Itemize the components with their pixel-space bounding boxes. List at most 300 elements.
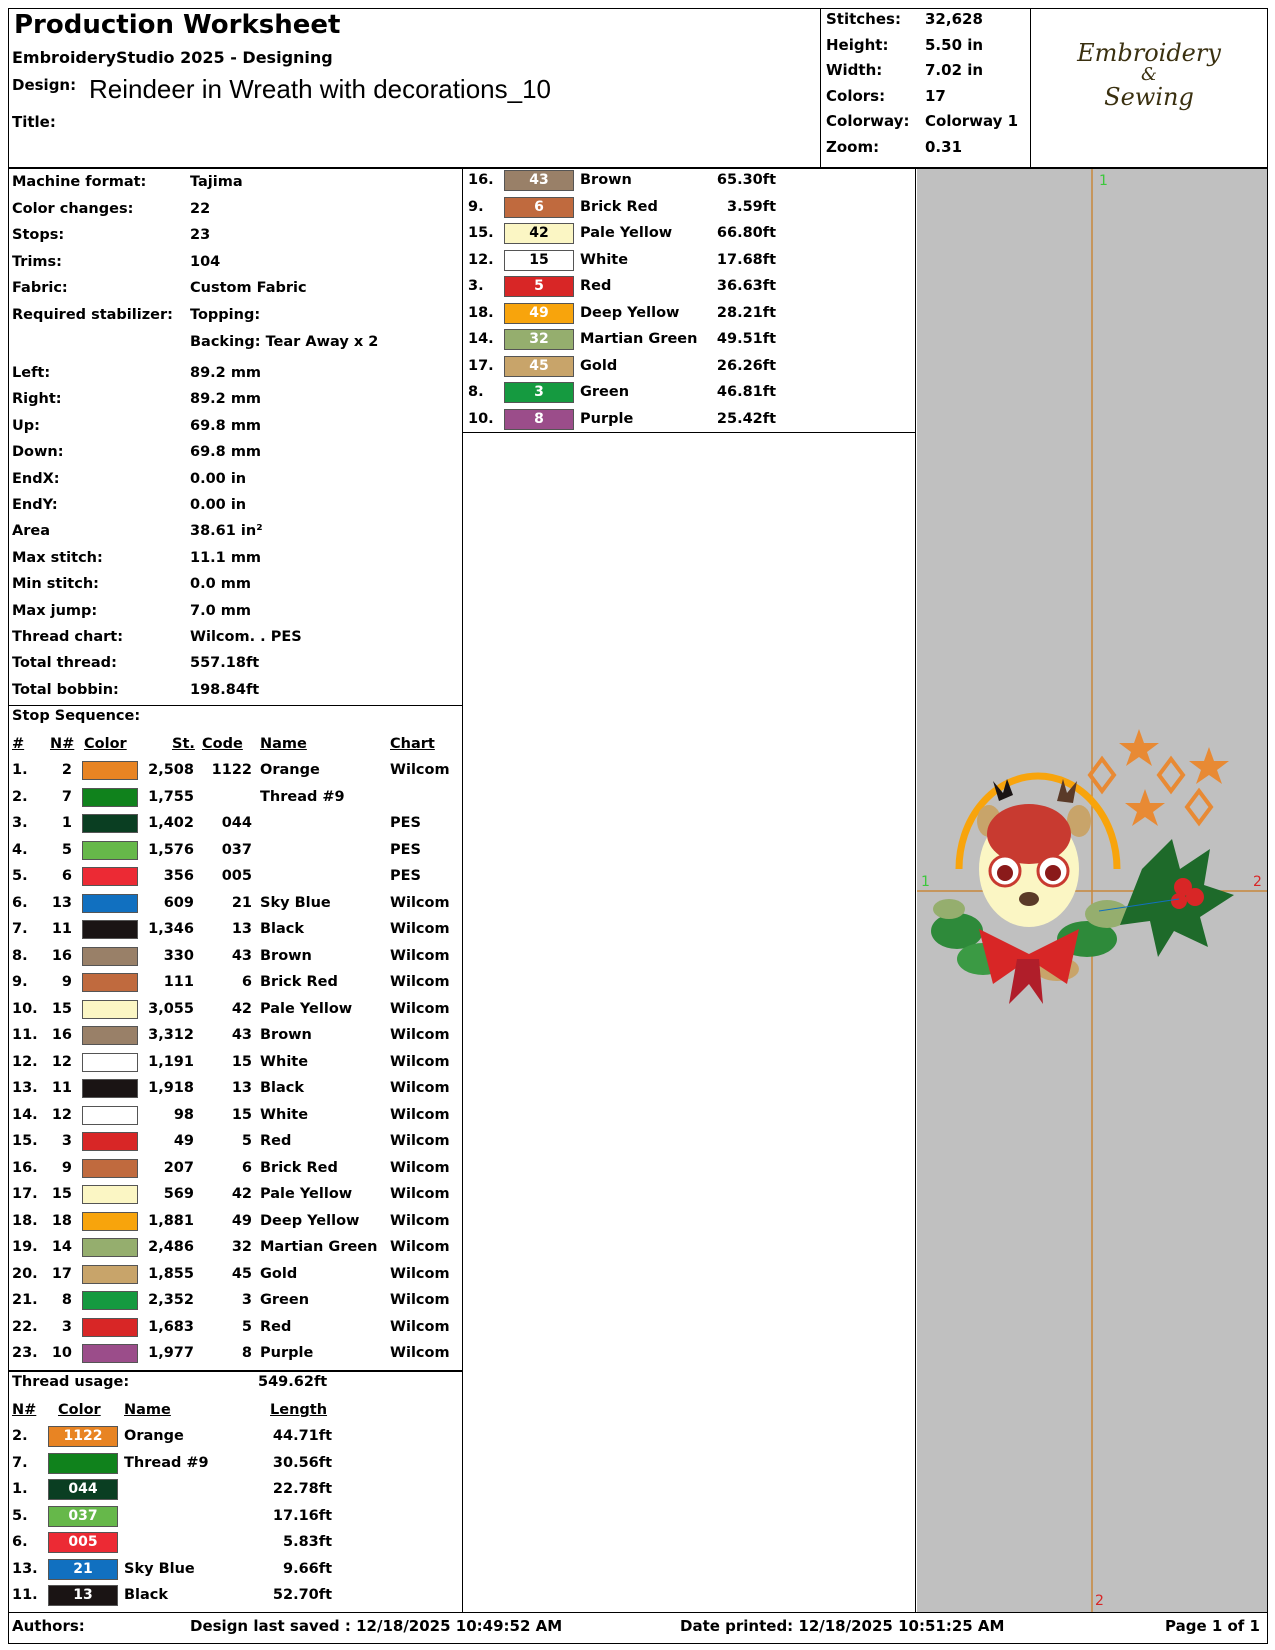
usage-thread-name: White xyxy=(580,251,629,268)
usage-thread-name: Thread #9 xyxy=(124,1454,209,1471)
usage-needle: 18. xyxy=(468,304,494,321)
usage-needle: 10. xyxy=(468,410,494,427)
stop-thread-name: Gold xyxy=(260,1265,298,1282)
logo-line-3: Sewing xyxy=(1104,83,1194,111)
stop-row xyxy=(0,785,462,809)
usage-row xyxy=(462,301,916,325)
stop-color-swatch xyxy=(82,947,138,966)
stop-num: 21. xyxy=(12,1292,38,1308)
stop-code: 13 xyxy=(231,1080,252,1096)
usage-color-swatch: 49 xyxy=(504,303,574,324)
stop-needle: 6 xyxy=(61,868,72,884)
usage-row xyxy=(462,248,916,272)
usage-length: 9.66ft xyxy=(282,1560,332,1577)
info-value: Custom Fabric xyxy=(190,280,307,297)
stat-label: Zoom: xyxy=(826,137,880,156)
preview-canvas xyxy=(917,169,1267,1612)
stat-value: 7.02 in xyxy=(925,61,984,79)
usage-length: 22.78ft xyxy=(272,1481,332,1497)
stop-color-swatch xyxy=(82,1212,138,1231)
stop-num: 3. xyxy=(12,815,28,831)
stat-value: 5.50 in xyxy=(925,35,984,54)
stop-needle: 15 xyxy=(51,1000,72,1017)
stop-num: 16. xyxy=(12,1159,38,1176)
stop-num: 11. xyxy=(12,1027,38,1043)
stat-label: Stitches: xyxy=(826,10,901,28)
usage-needle: 15. xyxy=(468,225,494,241)
stop-header-code: Code xyxy=(202,736,243,752)
stop-stitches: 1,881 xyxy=(148,1212,194,1229)
usage-header-n: N# xyxy=(12,1402,37,1418)
stop-code: 45 xyxy=(231,1265,252,1282)
usage-length: 36.63ft xyxy=(716,278,776,294)
stop-num: 1. xyxy=(12,762,28,778)
stop-num: 13. xyxy=(12,1080,38,1096)
info-label: Up: xyxy=(12,417,40,434)
stop-header-color: Color xyxy=(84,736,127,752)
stop-row xyxy=(0,997,462,1021)
stop-header-n: N# xyxy=(50,736,75,752)
stop-stitches: 1,576 xyxy=(148,841,194,858)
stop-chart: Wilcom xyxy=(390,894,450,911)
stop-chart: Wilcom xyxy=(390,974,450,990)
stop-stitches: 98 xyxy=(173,1106,194,1123)
info-label: Left: xyxy=(12,365,51,381)
info-label: Max jump: xyxy=(12,602,98,619)
stop-header-st: St. xyxy=(172,736,195,752)
stop-stitches: 569 xyxy=(163,1186,194,1202)
stop-num: 15. xyxy=(12,1133,38,1149)
info-value: 104 xyxy=(190,253,221,270)
stat-value: 0.31 xyxy=(925,137,963,156)
stop-stitches: 2,508 xyxy=(148,762,194,778)
usage-color-swatch: 044 xyxy=(48,1479,118,1500)
stop-needle: 2 xyxy=(61,762,72,778)
stop-row xyxy=(0,1182,462,1206)
footer-divider xyxy=(8,1612,1268,1613)
stop-chart: Wilcom xyxy=(390,1265,450,1282)
stop-row xyxy=(0,1262,462,1286)
usage-needle: 8. xyxy=(468,384,484,400)
usage-color-swatch: 3 xyxy=(504,382,574,403)
stop-needle: 1 xyxy=(61,815,72,831)
usage-needle: 16. xyxy=(468,172,494,188)
usage-row xyxy=(0,1477,462,1501)
usage-color-swatch: 6 xyxy=(504,197,574,218)
usage-color-swatch: 32 xyxy=(504,329,574,350)
usage-length: 52.70ft xyxy=(272,1587,332,1603)
stop-code xyxy=(200,785,252,809)
stop-color-swatch xyxy=(82,1344,138,1363)
app-subtitle: EmbroideryStudio 2025 - Designing xyxy=(12,48,333,67)
stop-code: 5 xyxy=(241,1318,252,1335)
stop-needle: 9 xyxy=(61,974,72,990)
info-label: Thread chart: xyxy=(12,629,123,645)
stop-needle: 12 xyxy=(51,1053,72,1070)
logo xyxy=(1032,40,1266,110)
stop-needle: 14 xyxy=(51,1239,72,1255)
usage-color-swatch: 13 xyxy=(48,1585,118,1606)
info-value: 69.8 mm xyxy=(190,444,262,461)
stat-label: Colors: xyxy=(826,86,886,105)
stop-chart: Wilcom xyxy=(390,1212,450,1229)
stop-stitches: 111 xyxy=(163,974,194,990)
stop-color-swatch xyxy=(82,1132,138,1151)
info-label: Min stitch: xyxy=(12,576,99,593)
stop-num: 19. xyxy=(12,1239,38,1255)
info-label: Stops: xyxy=(12,227,65,244)
stop-row xyxy=(0,1050,462,1074)
usage-needle: 11. xyxy=(12,1587,38,1603)
stop-stitches: 1,755 xyxy=(148,788,194,805)
info-value: 11.1 mm xyxy=(190,549,262,566)
usage-row xyxy=(462,380,916,404)
stop-stitches: 3,055 xyxy=(148,1000,194,1017)
stop-color-swatch xyxy=(82,1291,138,1310)
stop-code: 1122 xyxy=(211,762,252,778)
stop-chart: Wilcom xyxy=(390,1000,450,1017)
stop-needle: 15 xyxy=(51,1186,72,1202)
stop-color-swatch xyxy=(82,814,138,833)
stop-chart: PES xyxy=(390,841,421,858)
info-label: Trims: xyxy=(12,253,62,270)
marker-top: 1 xyxy=(1099,173,1108,189)
stop-num: 6. xyxy=(12,894,28,911)
info-value: 89.2 mm xyxy=(190,391,262,408)
stop-stitches: 2,486 xyxy=(148,1239,194,1255)
stop-color-swatch xyxy=(82,841,138,860)
stars xyxy=(1119,729,1229,826)
usage-length: 49.51ft xyxy=(716,331,776,347)
info-value: 38.61 in² xyxy=(190,523,263,540)
frame-bottom xyxy=(8,1643,1268,1644)
stop-thread-name: Black xyxy=(260,1080,305,1096)
stop-chart: Wilcom xyxy=(390,1318,450,1335)
page-title: Production Worksheet xyxy=(14,10,341,40)
info-bottom xyxy=(8,705,463,706)
usage-length: 3.59ft xyxy=(726,198,776,215)
stop-color-swatch xyxy=(82,1106,138,1125)
stop-color-swatch xyxy=(82,867,138,886)
stop-stitches: 1,977 xyxy=(148,1345,194,1361)
usage-thread-name: Pale Yellow xyxy=(580,225,673,241)
stop-thread-name: Brown xyxy=(260,1027,312,1043)
stop-stitches: 49 xyxy=(173,1133,194,1149)
info-value: 89.2 mm xyxy=(190,365,262,381)
info-label: Right: xyxy=(12,391,62,408)
stop-chart: Wilcom xyxy=(390,1133,450,1149)
stop-row xyxy=(0,1023,462,1047)
usage-needle: 12. xyxy=(468,251,494,268)
stop-num: 10. xyxy=(12,1000,38,1017)
stop-thread-name: Sky Blue xyxy=(260,894,331,911)
marker-left: 1 xyxy=(921,874,930,890)
stop-needle: 17 xyxy=(51,1265,72,1282)
stop-code: 15 xyxy=(231,1053,252,1070)
usage-thread-name: Green xyxy=(580,384,630,400)
footer-authors: Authors: xyxy=(12,1617,85,1635)
stop-needle: 18 xyxy=(51,1212,72,1229)
stop-stitches: 1,346 xyxy=(148,921,194,937)
stop-color-swatch xyxy=(82,1000,138,1019)
usage-color-swatch: 005 xyxy=(48,1532,118,1553)
usage-color-swatch: 037 xyxy=(48,1506,118,1527)
stop-color-swatch xyxy=(82,1265,138,1284)
info-value: Topping: xyxy=(190,307,261,323)
usage-length: 25.42ft xyxy=(716,410,776,427)
stop-row xyxy=(0,917,462,941)
stop-thread-name: Pale Yellow xyxy=(260,1000,353,1017)
design-name: Reindeer in Wreath with decorations_10 xyxy=(89,74,552,104)
stop-num: 18. xyxy=(12,1212,38,1229)
stop-row xyxy=(0,944,462,968)
stop-stitches: 1,402 xyxy=(148,815,194,831)
stop-code: 037 xyxy=(221,841,252,858)
stop-header-num: # xyxy=(12,736,25,752)
stop-code: 13 xyxy=(231,921,252,937)
stop-code: 32 xyxy=(231,1239,252,1255)
info-value: 0.00 in xyxy=(190,470,247,487)
usage-length: 46.81ft xyxy=(716,384,776,400)
stop-needle: 3 xyxy=(61,1133,72,1149)
frame-top xyxy=(8,8,1268,9)
usage-needle: 13. xyxy=(12,1560,38,1577)
info-value: 69.8 mm xyxy=(190,417,262,434)
usage-needle: 7. xyxy=(12,1454,28,1471)
marker-bottom: 2 xyxy=(1095,1593,1104,1609)
usage-row xyxy=(0,1557,462,1581)
logo-line-2: & xyxy=(1140,64,1158,85)
stop-header-chart: Chart xyxy=(390,736,435,752)
info-value: 22 xyxy=(190,200,211,217)
usage-needle: 5. xyxy=(12,1507,28,1524)
stop-needle: 16 xyxy=(51,947,72,964)
info-value: 23 xyxy=(190,227,211,244)
info-value: 198.84ft xyxy=(190,681,260,698)
usage-color-swatch xyxy=(48,1453,118,1474)
stop-thread-name: Red xyxy=(260,1133,292,1149)
info-value: 557.18ft xyxy=(190,655,260,672)
stop-code: 5 xyxy=(241,1133,252,1149)
info-label: Color changes: xyxy=(12,200,134,217)
stop-thread-name: Purple xyxy=(260,1345,314,1361)
stop-row xyxy=(0,1341,462,1365)
usage-thread-name: Black xyxy=(124,1587,169,1603)
stop-thread-name: Brick Red xyxy=(260,974,338,990)
stop-code: 8 xyxy=(241,1345,252,1361)
info-label: EndY: xyxy=(12,497,58,513)
usage-row xyxy=(462,195,916,219)
usage-thread-name: Gold xyxy=(580,357,618,374)
stop-thread-name: Thread #9 xyxy=(260,788,345,805)
usage-row xyxy=(462,327,916,351)
stop-thread-name: White xyxy=(260,1106,309,1123)
stop-code: 005 xyxy=(221,868,252,884)
stop-needle: 10 xyxy=(51,1345,72,1361)
usage-row xyxy=(462,354,916,378)
marker-right: 2 xyxy=(1253,874,1262,890)
usage-header-length: Length xyxy=(270,1402,328,1418)
stop-chart: Wilcom xyxy=(390,1345,450,1361)
stop-needle: 11 xyxy=(51,921,72,937)
stop-num: 4. xyxy=(12,841,28,858)
stop-needle: 9 xyxy=(61,1159,72,1176)
usage-thread-name: Red xyxy=(580,278,612,294)
stop-needle: 8 xyxy=(61,1292,72,1308)
usage-length: 65.30ft xyxy=(716,172,776,188)
stop-needle: 13 xyxy=(51,894,72,911)
stop-num: 9. xyxy=(12,974,28,990)
stop-chart: Wilcom xyxy=(390,762,450,778)
stop-num: 2. xyxy=(12,788,28,805)
stop-num: 22. xyxy=(12,1318,38,1335)
stop-color-swatch xyxy=(82,1318,138,1337)
stop-chart: PES xyxy=(390,868,421,884)
stop-row xyxy=(0,1156,462,1180)
usage-color-swatch: 43 xyxy=(504,170,574,191)
usage-row xyxy=(0,1424,462,1448)
info-label: Total thread: xyxy=(12,655,117,672)
stop-row xyxy=(0,1235,462,1259)
stop-chart: Wilcom xyxy=(390,1239,450,1255)
usage-row xyxy=(462,168,916,192)
info-value: Backing: Tear Away x 2 xyxy=(190,333,379,350)
stop-num: 8. xyxy=(12,947,28,964)
usage-thread-name: Brown xyxy=(580,172,632,188)
info-label: Fabric: xyxy=(12,280,68,297)
usage-needle: 1. xyxy=(12,1481,28,1497)
stop-needle: 11 xyxy=(51,1080,72,1096)
stop-thread-name: White xyxy=(260,1053,309,1070)
stop-color-swatch xyxy=(82,1053,138,1072)
usage-needle: 9. xyxy=(468,198,484,215)
stat-label: Colorway: xyxy=(826,112,910,130)
stop-color-swatch xyxy=(82,973,138,992)
stop-num: 17. xyxy=(12,1186,38,1202)
info-value: 7.0 mm xyxy=(190,602,251,619)
usage-row xyxy=(462,407,916,431)
usage-thread-name: Martian Green xyxy=(580,331,698,347)
stop-chart: Wilcom xyxy=(390,1027,450,1043)
stop-thread-name: Green xyxy=(260,1292,310,1308)
usage-row xyxy=(462,274,916,298)
stop-row xyxy=(0,1315,462,1339)
stat-value: 32,628 xyxy=(925,10,983,28)
stop-color-swatch xyxy=(82,1185,138,1204)
stop-color-swatch xyxy=(82,1079,138,1098)
stop-stitches: 2,352 xyxy=(148,1292,194,1308)
usage-header-name: Name xyxy=(124,1402,171,1418)
info-label: Max stitch: xyxy=(12,549,103,566)
stop-chart: Wilcom xyxy=(390,1292,450,1308)
stop-thread-name: Brick Red xyxy=(260,1159,338,1176)
usage-color-swatch: 21 xyxy=(48,1559,118,1580)
usage-length: 26.26ft xyxy=(716,357,776,374)
stop-chart: Wilcom xyxy=(390,1080,450,1096)
frame-right xyxy=(1267,8,1268,1644)
usage-needle: 2. xyxy=(12,1428,28,1444)
stat-value: Colorway 1 xyxy=(925,112,1019,130)
stop-thread-name: Orange xyxy=(260,762,320,778)
stop-chart: Wilcom xyxy=(390,921,450,937)
stop-row xyxy=(0,864,462,888)
stop-stitches: 207 xyxy=(163,1159,194,1176)
stop-row xyxy=(0,838,462,862)
stop-color-swatch xyxy=(82,1026,138,1045)
stop-color-swatch xyxy=(82,761,138,780)
usage-thread-name: Deep Yellow xyxy=(580,304,680,321)
stop-thread-name: Black xyxy=(260,921,305,937)
stop-needle: 7 xyxy=(61,788,72,805)
title-label: Title: xyxy=(12,113,56,131)
stop-needle: 16 xyxy=(51,1027,72,1043)
info-label: EndX: xyxy=(12,470,60,487)
stop-thread-name: Pale Yellow xyxy=(260,1186,353,1202)
logo-line-1: Embroidery xyxy=(1077,39,1221,67)
stop-chart: Wilcom xyxy=(390,1159,450,1176)
stats-divider xyxy=(820,8,821,168)
stop-code: 42 xyxy=(231,1000,252,1017)
usage-length: 30.56ft xyxy=(272,1454,332,1471)
stat-value: 17 xyxy=(925,86,946,105)
mid-table-bottom xyxy=(462,432,916,433)
stop-header-name: Name xyxy=(260,736,307,752)
stop-bottom xyxy=(8,1370,463,1372)
stop-code: 15 xyxy=(231,1106,252,1123)
usage-color-swatch: 15 xyxy=(504,250,574,271)
stop-code: 43 xyxy=(231,1027,252,1043)
reindeer xyxy=(977,779,1091,927)
stop-code: 6 xyxy=(241,1159,252,1176)
usage-color-swatch: 1122 xyxy=(48,1426,118,1447)
thread-usage-total: 549.62ft xyxy=(258,1374,328,1390)
stop-num: 14. xyxy=(12,1106,38,1123)
stop-chart: Wilcom xyxy=(390,947,450,964)
usage-length: 5.83ft xyxy=(282,1534,332,1550)
stop-code: 21 xyxy=(231,894,252,911)
info-value: 0.00 in xyxy=(190,497,247,513)
info-label: Machine format: xyxy=(12,174,147,190)
stop-chart: Wilcom xyxy=(390,1053,450,1070)
info-value: Wilcom. . PES xyxy=(190,629,302,645)
usage-needle: 6. xyxy=(12,1534,28,1550)
stop-thread-name: Brown xyxy=(260,947,312,964)
stop-sequence-heading: Stop Sequence: xyxy=(12,708,141,724)
usage-row xyxy=(0,1530,462,1554)
stop-color-swatch xyxy=(82,920,138,939)
stop-thread-name: Red xyxy=(260,1318,292,1335)
usage-length: 66.80ft xyxy=(716,225,776,241)
stop-row xyxy=(0,758,462,782)
footer-last-saved: Design last saved : 12/18/2025 10:49:52 AM xyxy=(190,1617,563,1635)
thread-usage-heading: Thread usage: xyxy=(12,1374,130,1390)
info-label: Area xyxy=(12,523,50,540)
stop-needle: 12 xyxy=(51,1106,72,1123)
usage-header-color: Color xyxy=(58,1402,101,1418)
stop-num: 12. xyxy=(12,1053,38,1070)
stop-color-swatch xyxy=(82,1159,138,1178)
design-label: Design: xyxy=(12,76,77,94)
usage-thread-name: Sky Blue xyxy=(124,1560,195,1577)
stop-needle: 5 xyxy=(61,841,72,858)
usage-row xyxy=(0,1583,462,1607)
stop-chart: PES xyxy=(390,815,421,831)
usage-color-swatch: 42 xyxy=(504,223,574,244)
stop-stitches: 330 xyxy=(163,947,194,964)
usage-length: 44.71ft xyxy=(272,1428,332,1444)
stop-code: 43 xyxy=(231,947,252,964)
stop-thread-name: Martian Green xyxy=(260,1239,378,1255)
